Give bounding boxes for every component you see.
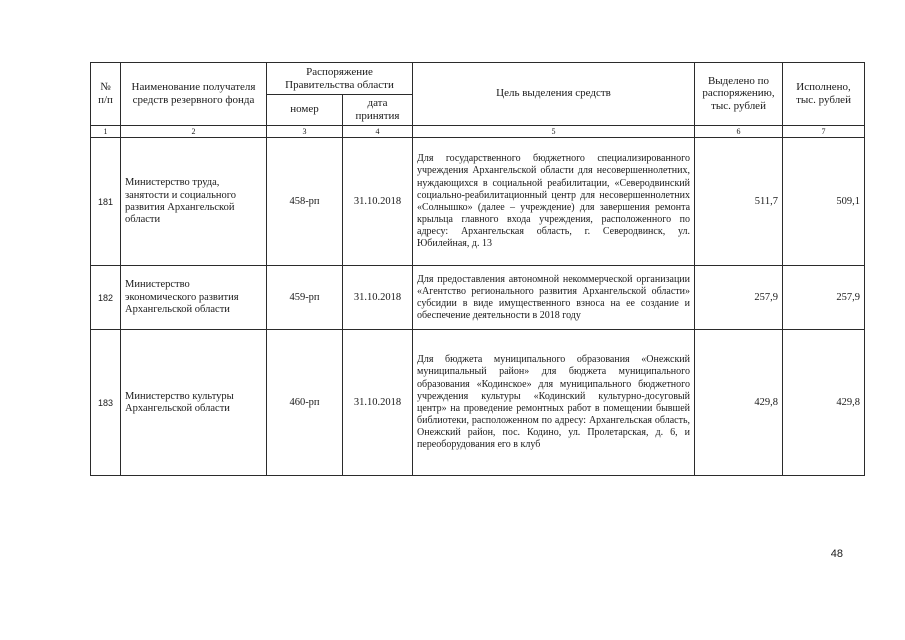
order-date: 31.10.2018 (343, 138, 413, 266)
column-number: 7 (783, 125, 865, 137)
purpose-text: Для государственного бюджетного специализированного учреждения Архангельской области для несовершеннолетних, нуждающихся в социальной реабилитации, «Северодвинский социально-реабилитационный центр для несовершеннолетних «Солнышко» (далее – учреждение) для завершения ремонта крыльца главного входа учреждения, расположенного по адресу: Архангельская область, г. Северодвинск, ул. Юбилейная, д. 13 (413, 138, 695, 266)
table-row (91, 266, 865, 330)
column-number: 1 (91, 125, 121, 137)
executed-amount: 257,9 (783, 266, 865, 330)
purpose-text: Для бюджета муниципального образования «Онежский муниципальный район» для бюджета муниципального образования «Кодинское» для муниципального бюджетного учреждения культуры «Кодинский культурно-досуговый центр» на проведение ремонтных работ в помещении бывшей библиотеки, расположенном по адресу: Архангельская область, Онежский район, пос. Кодино, ул. Пролетарская, д. 6, и переоборудования его в клуб (413, 330, 695, 476)
header-order-date: дата принятия (343, 95, 413, 126)
order-date: 31.10.2018 (343, 266, 413, 330)
table-row (91, 138, 865, 266)
order-number: 460-рп (267, 330, 343, 476)
recipient-name: Министерство труда, занятости и социального развития Архангельской области (121, 138, 267, 266)
table-row (91, 330, 865, 476)
column-number: 4 (343, 125, 413, 137)
allocated-amount: 511,7 (695, 138, 783, 266)
column-number: 5 (413, 125, 695, 137)
column-number: 2 (121, 125, 267, 137)
header-executed: Исполнено, тыс. рублей (783, 63, 865, 126)
order-number: 459-рп (267, 266, 343, 330)
recipient-name: Министерство экономического развития Архангельской области (121, 266, 267, 330)
header-num: № п/п (91, 63, 121, 126)
order-number: 458-рп (267, 138, 343, 266)
table-header-row (91, 63, 865, 95)
column-number: 3 (267, 125, 343, 137)
executed-amount: 429,8 (783, 330, 865, 476)
order-date: 31.10.2018 (343, 330, 413, 476)
purpose-text: Для предоставления автономной некоммерческой организации «Агентство регионального развития Архангельской области» субсидии в виде имущественного взноса на ее создание и обеспечение деятельности в 2018 году (413, 266, 695, 330)
allocated-amount: 429,8 (695, 330, 783, 476)
recipient-name: Министерство культуры Архангельской области (121, 330, 267, 476)
header-allocated: Выделено по распоряжению, тыс. рублей (695, 63, 783, 126)
row-number: 182 (91, 266, 121, 330)
column-number-row (91, 125, 865, 137)
row-number: 181 (91, 138, 121, 266)
header-order-number: номер (267, 95, 343, 126)
header-recipient: Наименование получателя средств резервного фонда (121, 63, 267, 126)
header-purpose: Цель выделения средств (413, 63, 695, 126)
reserve-fund-table (90, 62, 865, 476)
executed-amount: 509,1 (783, 138, 865, 266)
column-number: 6 (695, 125, 783, 137)
page-number: 48 (830, 548, 843, 560)
allocated-amount: 257,9 (695, 266, 783, 330)
row-number: 183 (91, 330, 121, 476)
header-order-group: Распоряжение Правительства области (267, 63, 413, 95)
